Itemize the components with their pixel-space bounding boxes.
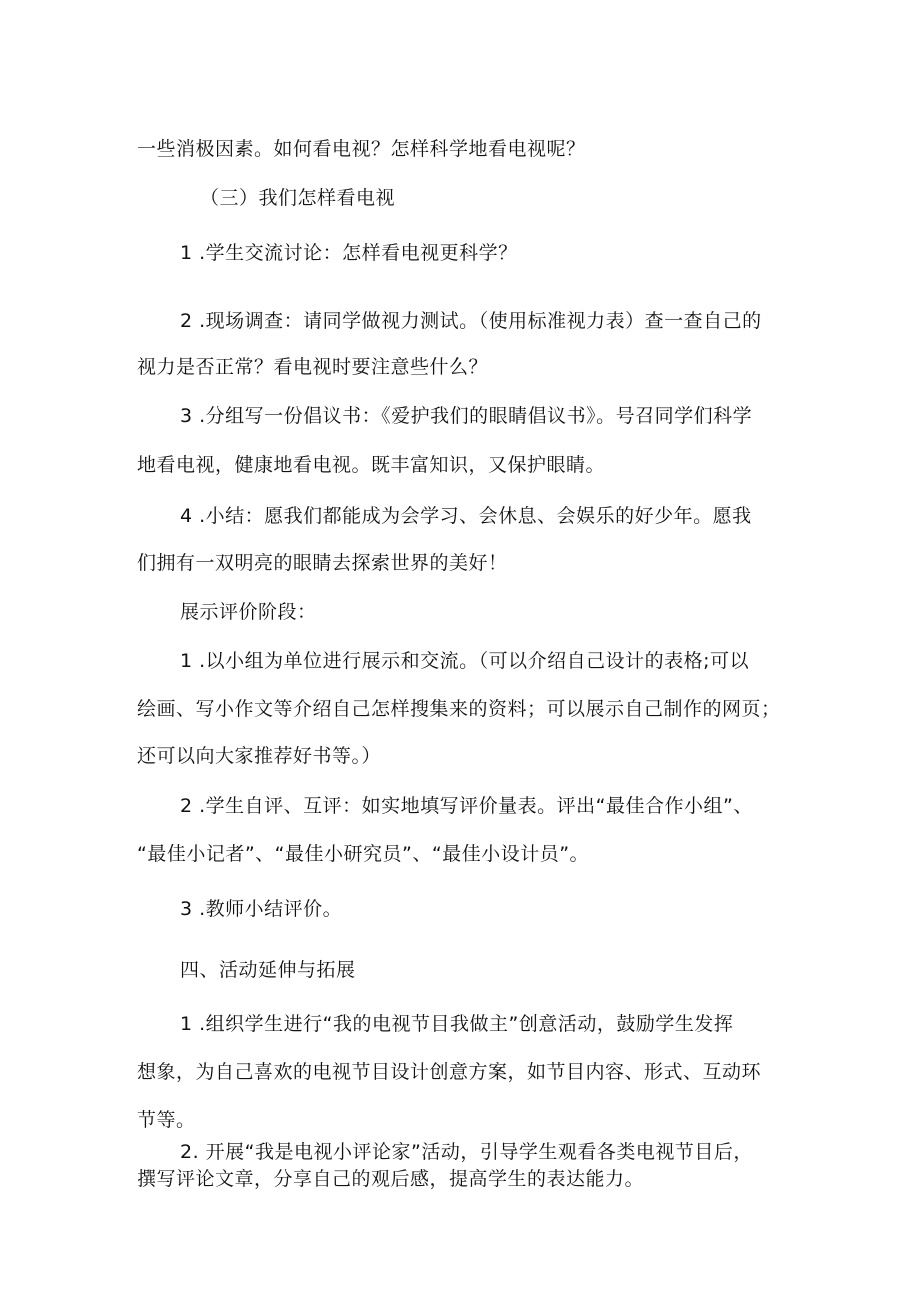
list-item: 3 .教师小结评价。 [180, 898, 343, 920]
paragraph-line: 想象，为自己喜欢的电视节目设计创意方案，如节目内容、形式、互动环 [137, 1061, 762, 1083]
list-item: 1 .组织学生进行“我的电视节目我做主”创意活动，鼓励学生发挥 [180, 1013, 734, 1035]
paragraph-line: 绘画、写小作文等介绍自己怎样搜集来的资料；可以展示自己制作的网页； [137, 698, 781, 720]
paragraph-line: “最佳小记者”、“最佳小研究员”、“最佳小设计员”。 [137, 843, 590, 865]
section-heading: 四、活动延伸与拓展 [180, 959, 356, 981]
list-item: 2. 开展“我是电视小评论家”活动，引导学生观看各类电视节目后， [180, 1141, 753, 1163]
paragraph-line: 节等。 [137, 1109, 196, 1131]
list-item: 2 .现场调查：请同学做视力测试。（使用标准视力表）查一查自己的 [180, 310, 762, 332]
list-item: 1 .以小组为单位进行展示和交流。（可以介绍自己设计的表格;可以 [180, 650, 750, 672]
list-item: 1 .学生交流讨论：怎样看电视更科学？ [180, 242, 518, 264]
paragraph-line: 们拥有一双明亮的眼睛去探索世界的美好！ [137, 552, 508, 574]
paragraph-line: 还可以向大家推荐好书等。） [137, 745, 382, 767]
paragraph-line: 视力是否正常？看电视时要注意些什么？ [137, 356, 489, 378]
list-item: 3 .分组写一份倡议书：《爱护我们的眼睛倡议书》。号召同学们科学 [180, 405, 753, 427]
list-item: 4 .小结：愿我们都能成为会学习、会休息、会娱乐的好少年。愿我 [180, 505, 752, 527]
paragraph-line: 地看电视，健康地看电视。既丰富知识，又保护眼睛。 [137, 454, 606, 476]
paragraph-line: 一些消极因素。如何看电视？怎样科学地看电视呢？ [137, 138, 586, 160]
section-heading: （三）我们怎样看电视 [200, 187, 396, 209]
list-item: 2 .学生自评、互评：如实地填写评价量表。评出“最佳合作小组”、 [180, 795, 753, 817]
section-heading: 展示评价阶段： [180, 601, 317, 623]
paragraph-line: 撰写评论文章，分享自己的观后感，提高学生的表达能力。 [137, 1168, 645, 1190]
